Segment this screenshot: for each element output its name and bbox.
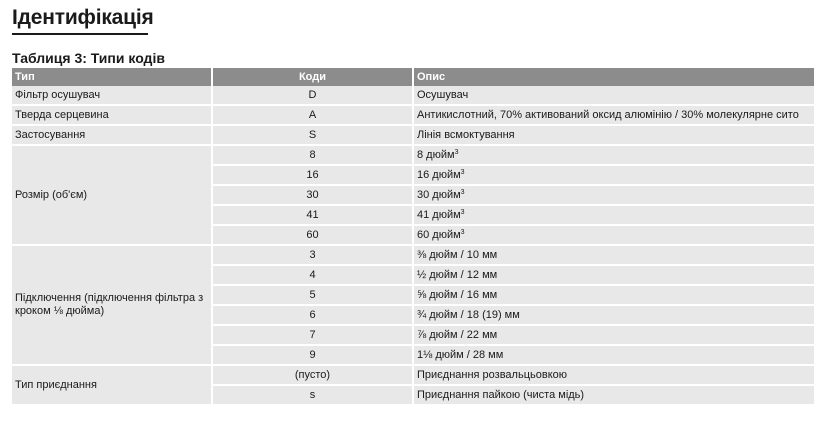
description-text: ⅝ дюйм / 16 мм xyxy=(417,289,498,301)
table-header-row xyxy=(12,68,814,86)
table-row xyxy=(12,125,814,145)
table-row xyxy=(12,365,814,385)
cell-description xyxy=(413,145,814,165)
description-text: 8 дюйм xyxy=(417,149,455,161)
header-type: Тип xyxy=(12,68,212,86)
cell-code: 16 xyxy=(212,165,413,185)
cell-code: (пусто) xyxy=(212,365,413,385)
description-text: Антикислотний, 70% активований оксид алюмінію / 30% молекулярне сито xyxy=(417,109,799,121)
cell-code: 30 xyxy=(212,185,413,205)
cell-type: Застосування xyxy=(12,125,212,145)
table-row xyxy=(12,86,814,105)
cell-description xyxy=(413,265,814,285)
cell-description xyxy=(413,345,814,365)
cell-description xyxy=(413,225,814,245)
cell-description xyxy=(413,86,814,105)
cell-code: 4 xyxy=(212,265,413,285)
cell-description xyxy=(413,125,814,145)
cell-code: A xyxy=(212,105,413,125)
cell-code: 9 xyxy=(212,345,413,365)
cell-description xyxy=(413,285,814,305)
cell-code: 5 xyxy=(212,285,413,305)
description-text: 60 дюйм xyxy=(417,229,461,241)
description-text: Лінія всмоктування xyxy=(417,129,515,141)
cell-description xyxy=(413,305,814,325)
cell-code: 41 xyxy=(212,205,413,225)
header-description: Опис xyxy=(413,68,814,86)
description-text: Приєднання пайкою (чиста мідь) xyxy=(417,389,585,401)
superscript-exponent: 3 xyxy=(460,169,465,176)
cell-code: 60 xyxy=(212,225,413,245)
description-text: ¾ дюйм / 18 (19) мм xyxy=(417,309,520,321)
cell-description xyxy=(413,185,814,205)
cell-type: Фільтр осушувач xyxy=(12,86,212,105)
description-text: Приєднання розвальцьовкою xyxy=(417,369,567,381)
page-title: Ідентифікація xyxy=(12,6,154,29)
description-text: 16 дюйм xyxy=(417,169,461,181)
table-caption: Таблиця 3: Типи кодів xyxy=(12,50,165,66)
cell-description xyxy=(413,325,814,345)
cell-type: Тверда серцевина xyxy=(12,105,212,125)
cell-description xyxy=(413,385,814,405)
cell-description xyxy=(413,245,814,265)
cell-type: Розмір (об'єм) xyxy=(12,145,212,245)
code-types-table xyxy=(12,68,814,406)
cell-description xyxy=(413,365,814,385)
superscript-exponent: 3 xyxy=(460,229,465,236)
table-body xyxy=(12,86,814,405)
description-text: ½ дюйм / 12 мм xyxy=(417,269,498,281)
description-text: 41 дюйм xyxy=(417,209,461,221)
cell-code: 8 xyxy=(212,145,413,165)
cell-code: 7 xyxy=(212,325,413,345)
superscript-exponent: 3 xyxy=(454,149,459,156)
cell-code: S xyxy=(212,125,413,145)
description-text: Осушувач xyxy=(417,89,469,101)
header-codes: Коди xyxy=(212,68,413,86)
table-row xyxy=(12,145,814,165)
cell-description xyxy=(413,165,814,185)
cell-code: s xyxy=(212,385,413,405)
superscript-exponent: 3 xyxy=(460,209,465,216)
cell-code: D xyxy=(212,86,413,105)
cell-description xyxy=(413,205,814,225)
description-text: 30 дюйм xyxy=(417,189,461,201)
cell-code: 6 xyxy=(212,305,413,325)
description-text: 1⅛ дюйм / 28 мм xyxy=(417,349,504,361)
description-text: ⅞ дюйм / 22 мм xyxy=(417,329,498,341)
cell-description xyxy=(413,105,814,125)
cell-type: Підключення (підключення фільтра з кроком ⅛ дюйма) xyxy=(12,245,212,365)
table-row xyxy=(12,245,814,265)
description-text: ⅜ дюйм / 10 мм xyxy=(417,249,498,261)
superscript-exponent: 3 xyxy=(460,189,465,196)
table-row xyxy=(12,105,814,125)
title-underline xyxy=(12,33,148,35)
cell-type: Тип приєднання xyxy=(12,365,212,405)
cell-code: 3 xyxy=(212,245,413,265)
